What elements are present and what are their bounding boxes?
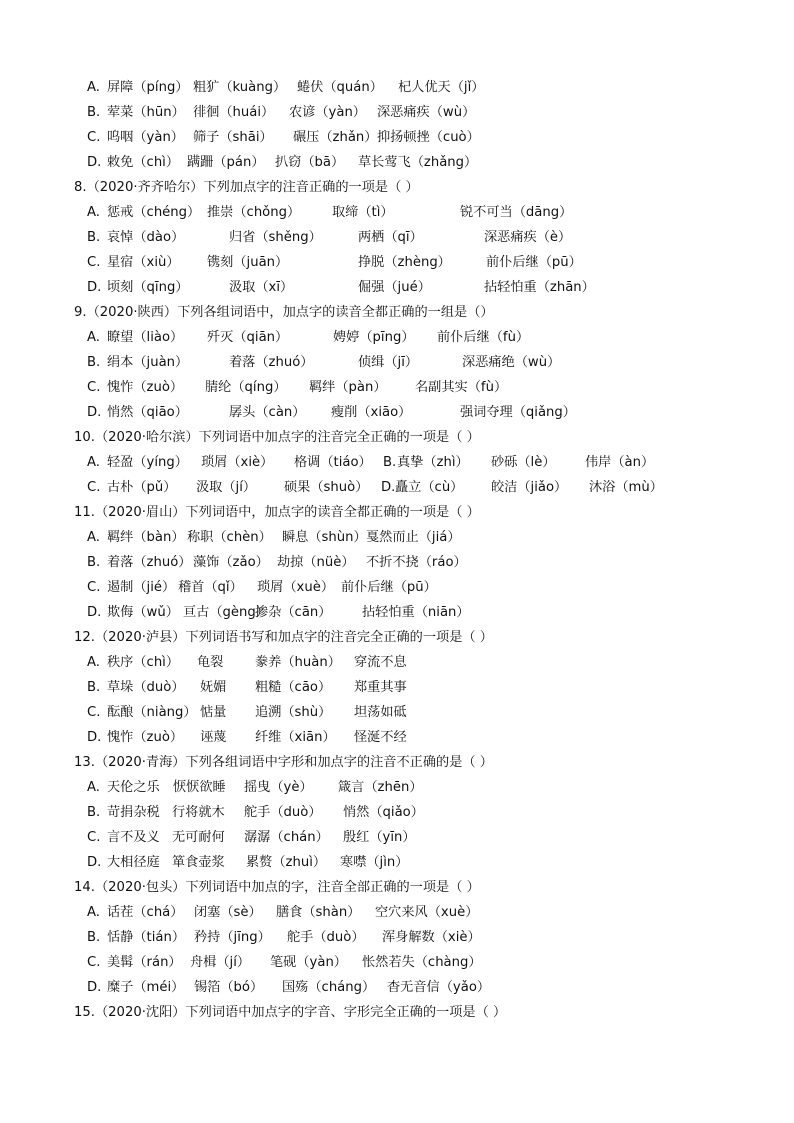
- question-text: 14.（2020·包头）下列词语中加点的字，注音全部正确的一项是（ ）: [74, 880, 480, 895]
- option-letter: C.: [87, 380, 101, 395]
- option-letter: A.: [87, 530, 100, 545]
- option-letter: B.: [87, 805, 101, 820]
- option-item: 歼灭（qiān）: [207, 330, 289, 345]
- question-text: 11.（2020·眉山）下列词语中，加点字的读音全都正确的一项是（ ）: [74, 505, 480, 520]
- option-item: 蜷伏（quán）: [297, 80, 383, 95]
- option-item: 空穴来风（xuè）: [375, 905, 479, 920]
- question-text: 15.（2020·沈阳）下列词语中加点字的字音、字形完全正确的一项是（ ）: [74, 1005, 507, 1020]
- answer-option: [0, 125, 794, 150]
- answer-option: [0, 100, 794, 125]
- option-letter: B.: [87, 230, 101, 245]
- option-item: 真挚（zhì）: [397, 455, 469, 470]
- answer-option: [0, 225, 794, 250]
- option-item: 深恶痛疾（è）: [484, 230, 572, 245]
- question-text: 12.（2020·泸县）下列词语书写和加点字的注音完全正确的一项是（ ）: [74, 630, 493, 645]
- option-item: 粗犷（kuàng）: [193, 80, 287, 95]
- question-text: 8.（2020·齐齐哈尔）下列加点字的注音正确的一项是（ ）: [74, 180, 419, 195]
- question-text: 13.（2020·青海）下列各组词语中字形和加点字的注音不正确的是（ ）: [74, 755, 493, 770]
- question-stem: [0, 175, 794, 200]
- option-item: 恬静（tián）: [107, 930, 186, 945]
- option-item: 名副其实（fù）: [415, 380, 508, 395]
- option-item: 孱头（càn）: [229, 405, 306, 420]
- question-stem: [0, 1000, 794, 1025]
- option-item: 笔砚（yàn）: [270, 955, 347, 970]
- option-item: 抑扬顿挫（cuò）: [377, 130, 480, 145]
- option-item: 深恶痛绝（wù）: [462, 355, 561, 370]
- question-stem: [0, 625, 794, 650]
- answer-option: [0, 475, 794, 500]
- option-item: 两栖（qī）: [358, 230, 423, 245]
- option-item: 侦缉（jī）: [358, 355, 419, 370]
- option-item: 深恶痛疾（wù）: [377, 105, 476, 120]
- option-item: 稽首（qǐ）: [178, 580, 243, 595]
- answer-option: [0, 850, 794, 875]
- option-letter: C.: [87, 955, 101, 970]
- option-letter: D.: [87, 980, 102, 995]
- option-item: 殷红（yīn）: [343, 830, 416, 845]
- option-item: 累赘（zhuì）: [246, 855, 327, 870]
- question-stem: [0, 875, 794, 900]
- option-item: 硕果（shuò）: [284, 480, 369, 495]
- answer-option: [0, 600, 794, 625]
- option-item: 戛然而止（jiá）: [366, 530, 461, 545]
- option-item: 前仆后继（pū）: [486, 255, 582, 270]
- option-item: 轻盈（yíng）: [107, 455, 188, 470]
- option-item: 瘦削（xiāo）: [331, 405, 412, 420]
- option-item: 郑重其事: [354, 680, 407, 695]
- option-item: 娉婷（pīng）: [333, 330, 415, 345]
- option-letter: D.: [87, 405, 102, 420]
- option-item: 苛捐杂税: [107, 805, 160, 820]
- answer-option: [0, 575, 794, 600]
- option-item: 妩媚: [200, 680, 227, 695]
- answer-option: [0, 250, 794, 275]
- option-item: 着落（zhuó）: [107, 555, 192, 570]
- option-item: 恹恹欲睡: [173, 780, 226, 795]
- option-letter: B.: [87, 105, 101, 120]
- option-item: 前仆后继（fù）: [437, 330, 530, 345]
- answer-option: [0, 350, 794, 375]
- answer-option: [0, 800, 794, 825]
- option-letter: C.: [87, 580, 101, 595]
- option-item: 矗立（cù）: [395, 480, 464, 495]
- answer-option: [0, 400, 794, 425]
- option-item: 言不及义: [107, 830, 160, 845]
- option-letter: B.: [87, 930, 101, 945]
- option-item: 掺杂（cān）: [255, 605, 332, 620]
- answer-option: [0, 675, 794, 700]
- option-item: 箪食壶浆: [172, 855, 225, 870]
- option-item: 惩戒（chéng）: [107, 205, 201, 220]
- option-item: 舵手（duò）: [244, 805, 322, 820]
- option-item: 杞人优天（jǐ）: [398, 80, 485, 95]
- option-item: 糜子（méi）: [107, 980, 185, 995]
- option-item: 挣脱（zhèng）: [358, 255, 451, 270]
- option-letter: B.: [87, 555, 101, 570]
- option-item: 呜咽（yàn）: [107, 130, 184, 145]
- option-item: 归省（shěng）: [229, 230, 322, 245]
- option-letter: A.: [87, 780, 100, 795]
- option-letter: D.: [87, 855, 102, 870]
- option-item: 话茬（chá）: [107, 905, 184, 920]
- option-item: 劫掠（nüè）: [277, 555, 355, 570]
- option-item: 粗糙（cāo）: [255, 680, 332, 695]
- option-item: 遏制（jié）: [107, 580, 176, 595]
- option-item: 追溯（shù）: [255, 705, 332, 720]
- option-letter: B.: [87, 680, 101, 695]
- option-item: 绢本（juàn）: [107, 355, 189, 370]
- option-item: 羁绊（pàn）: [309, 380, 387, 395]
- option-item: 悄然（qiǎo）: [343, 805, 424, 820]
- option-item: 酝酿（niàng）: [107, 705, 197, 720]
- option-item: 锐不可当（dāng）: [460, 205, 573, 220]
- answer-option: [0, 700, 794, 725]
- option-item: 汲取（jí）: [196, 480, 257, 495]
- option-item: 琐屑（xuè）: [257, 580, 335, 595]
- option-item: 沐浴（mù）: [589, 480, 663, 495]
- option-item: 膳食（shàn）: [276, 905, 361, 920]
- question-stem: [0, 300, 794, 325]
- answer-option: [0, 825, 794, 850]
- option-item: 强词夺理（qiǎng）: [460, 405, 576, 420]
- option-item: 草长莺飞（zhǎng）: [358, 155, 478, 170]
- question-text: 10.（2020·哈尔滨）下列词语中加点字的注音完全正确的一项是（ ）: [74, 430, 480, 445]
- option-item: 诬蔑: [200, 730, 227, 745]
- option-item: 敕免（chì）: [107, 155, 180, 170]
- option-item: 豢养（huàn）: [255, 655, 341, 670]
- option-item: 拈轻怕重（niān）: [362, 605, 470, 620]
- option-item: 徘徊（huái）: [193, 105, 275, 120]
- option-item: 天伦之乐: [107, 780, 160, 795]
- option-item: 称职（chèn）: [187, 530, 272, 545]
- answer-option: [0, 325, 794, 350]
- option-item: 羁绊（bàn）: [107, 530, 185, 545]
- option-item: 悄然（qiāo）: [107, 405, 188, 420]
- option-item: 琐屑（xiè）: [201, 455, 274, 470]
- answer-option: [0, 725, 794, 750]
- answer-option: [0, 450, 794, 475]
- option-item: 取缔（tì）: [332, 205, 394, 220]
- option-item: 屏障（píng）: [107, 80, 189, 95]
- answer-option: [0, 650, 794, 675]
- option-item: 着落（zhuó）: [229, 355, 314, 370]
- answer-option: [0, 525, 794, 550]
- option-item: 舵手（duò）: [287, 930, 365, 945]
- option-letter: C.: [87, 830, 101, 845]
- option-item: 惦量: [200, 705, 227, 720]
- option-letter: B.: [87, 355, 101, 370]
- exam-sheet: [0, 75, 794, 1025]
- option-item: 浑身解数（xiè）: [382, 930, 481, 945]
- option-item: 舟楫（jí）: [190, 955, 251, 970]
- answer-option: [0, 925, 794, 950]
- option-item: D.: [381, 480, 396, 495]
- option-item: 箴言（zhēn）: [338, 780, 423, 795]
- option-letter: A.: [87, 205, 100, 220]
- answer-option: [0, 950, 794, 975]
- option-item: 前仆后继（pū）: [341, 580, 437, 595]
- option-item: 寒噤（jìn）: [340, 855, 409, 870]
- answer-option: [0, 900, 794, 925]
- option-letter: D.: [87, 605, 102, 620]
- option-item: 摇曳（yè）: [244, 780, 313, 795]
- option-letter: D.: [87, 155, 102, 170]
- option-letter: C.: [87, 255, 101, 270]
- option-item: 不折不挠（ráo）: [366, 555, 467, 570]
- answer-option: [0, 75, 794, 100]
- option-letter: A.: [87, 455, 100, 470]
- option-letter: C.: [87, 705, 101, 720]
- option-item: 杳无音信（yǎo）: [387, 980, 491, 995]
- option-item: 格调（tiáo）: [294, 455, 372, 470]
- option-letter: A.: [87, 80, 100, 95]
- option-item: 顷刻（qīng）: [107, 280, 189, 295]
- option-item: 纤维（xiān）: [255, 730, 336, 745]
- option-item: B.: [383, 455, 397, 470]
- option-item: 秩序（chì）: [107, 655, 180, 670]
- option-item: 潺潺（chán）: [244, 830, 329, 845]
- answer-option: [0, 775, 794, 800]
- question-stem: [0, 425, 794, 450]
- option-item: 拈轻怕重（zhān）: [484, 280, 595, 295]
- option-item: 怅然若失（chàng）: [362, 955, 482, 970]
- question-stem: [0, 750, 794, 775]
- option-item: 龟裂: [197, 655, 224, 670]
- option-item: 汲取（xī）: [229, 280, 294, 295]
- option-item: 美髯（rán）: [107, 955, 182, 970]
- option-item: 怪涎不经: [354, 730, 407, 745]
- option-item: 瞬息（shùn）: [282, 530, 367, 545]
- option-item: 瞭望（liào）: [107, 330, 184, 345]
- option-item: 腈纶（qíng）: [205, 380, 287, 395]
- option-item: 欺侮（wǔ）: [107, 605, 179, 620]
- option-item: 星宿（xiù）: [107, 255, 180, 270]
- answer-option: [0, 150, 794, 175]
- option-item: 砂砾（lè）: [491, 455, 556, 470]
- option-letter: A.: [87, 905, 100, 920]
- option-item: 藻饰（zǎo）: [193, 555, 269, 570]
- option-item: 闭塞（sè）: [194, 905, 262, 920]
- option-letter: D.: [87, 730, 102, 745]
- question-stem: [0, 500, 794, 525]
- option-letter: D.: [87, 280, 102, 295]
- option-item: 农谚（yàn）: [289, 105, 366, 120]
- option-item: 矜持（jīng）: [194, 930, 271, 945]
- option-letter: C.: [87, 130, 101, 145]
- option-item: 亘古（gèng）: [183, 605, 269, 620]
- answer-option: [0, 550, 794, 575]
- answer-option: [0, 975, 794, 1000]
- option-item: 扒窃（bā）: [275, 155, 345, 170]
- option-item: 推崇（chǒng）: [207, 205, 301, 220]
- option-item: 锡箔（bó）: [194, 980, 264, 995]
- option-item: 行将就木: [172, 805, 225, 820]
- option-item: 愧怍（zuò）: [107, 380, 184, 395]
- option-item: 坦荡如砥: [354, 705, 407, 720]
- option-item: 大相径庭: [107, 855, 160, 870]
- answer-option: [0, 275, 794, 300]
- option-item: 愧怍（zuò）: [107, 730, 184, 745]
- option-item: 皎洁（jiǎo）: [491, 480, 568, 495]
- option-item: 蹒跚（pán）: [187, 155, 265, 170]
- option-item: 镌刻（juān）: [207, 255, 289, 270]
- option-letter: C.: [87, 480, 101, 495]
- option-item: 古朴（pǔ）: [107, 480, 177, 495]
- answer-option: [0, 375, 794, 400]
- option-item: 伟岸（àn）: [585, 455, 655, 470]
- option-item: 荤菜（hūn）: [107, 105, 185, 120]
- question-text: 9.（2020·陕西）下列各组词语中，加点字的读音全都正确的一组是（）: [74, 305, 494, 320]
- option-item: 碾压（zhǎn）: [293, 130, 378, 145]
- answer-option: [0, 200, 794, 225]
- option-letter: A.: [87, 330, 100, 345]
- option-letter: A.: [87, 655, 100, 670]
- option-item: 筛子（shāi）: [193, 130, 273, 145]
- option-item: 国殇（cháng）: [282, 980, 376, 995]
- option-item: 倔强（jué）: [358, 280, 431, 295]
- option-item: 穿流不息: [354, 655, 407, 670]
- option-item: 无可耐何: [172, 830, 225, 845]
- option-item: 哀悼（dào）: [107, 230, 185, 245]
- option-item: 草垛（duò）: [107, 680, 185, 695]
